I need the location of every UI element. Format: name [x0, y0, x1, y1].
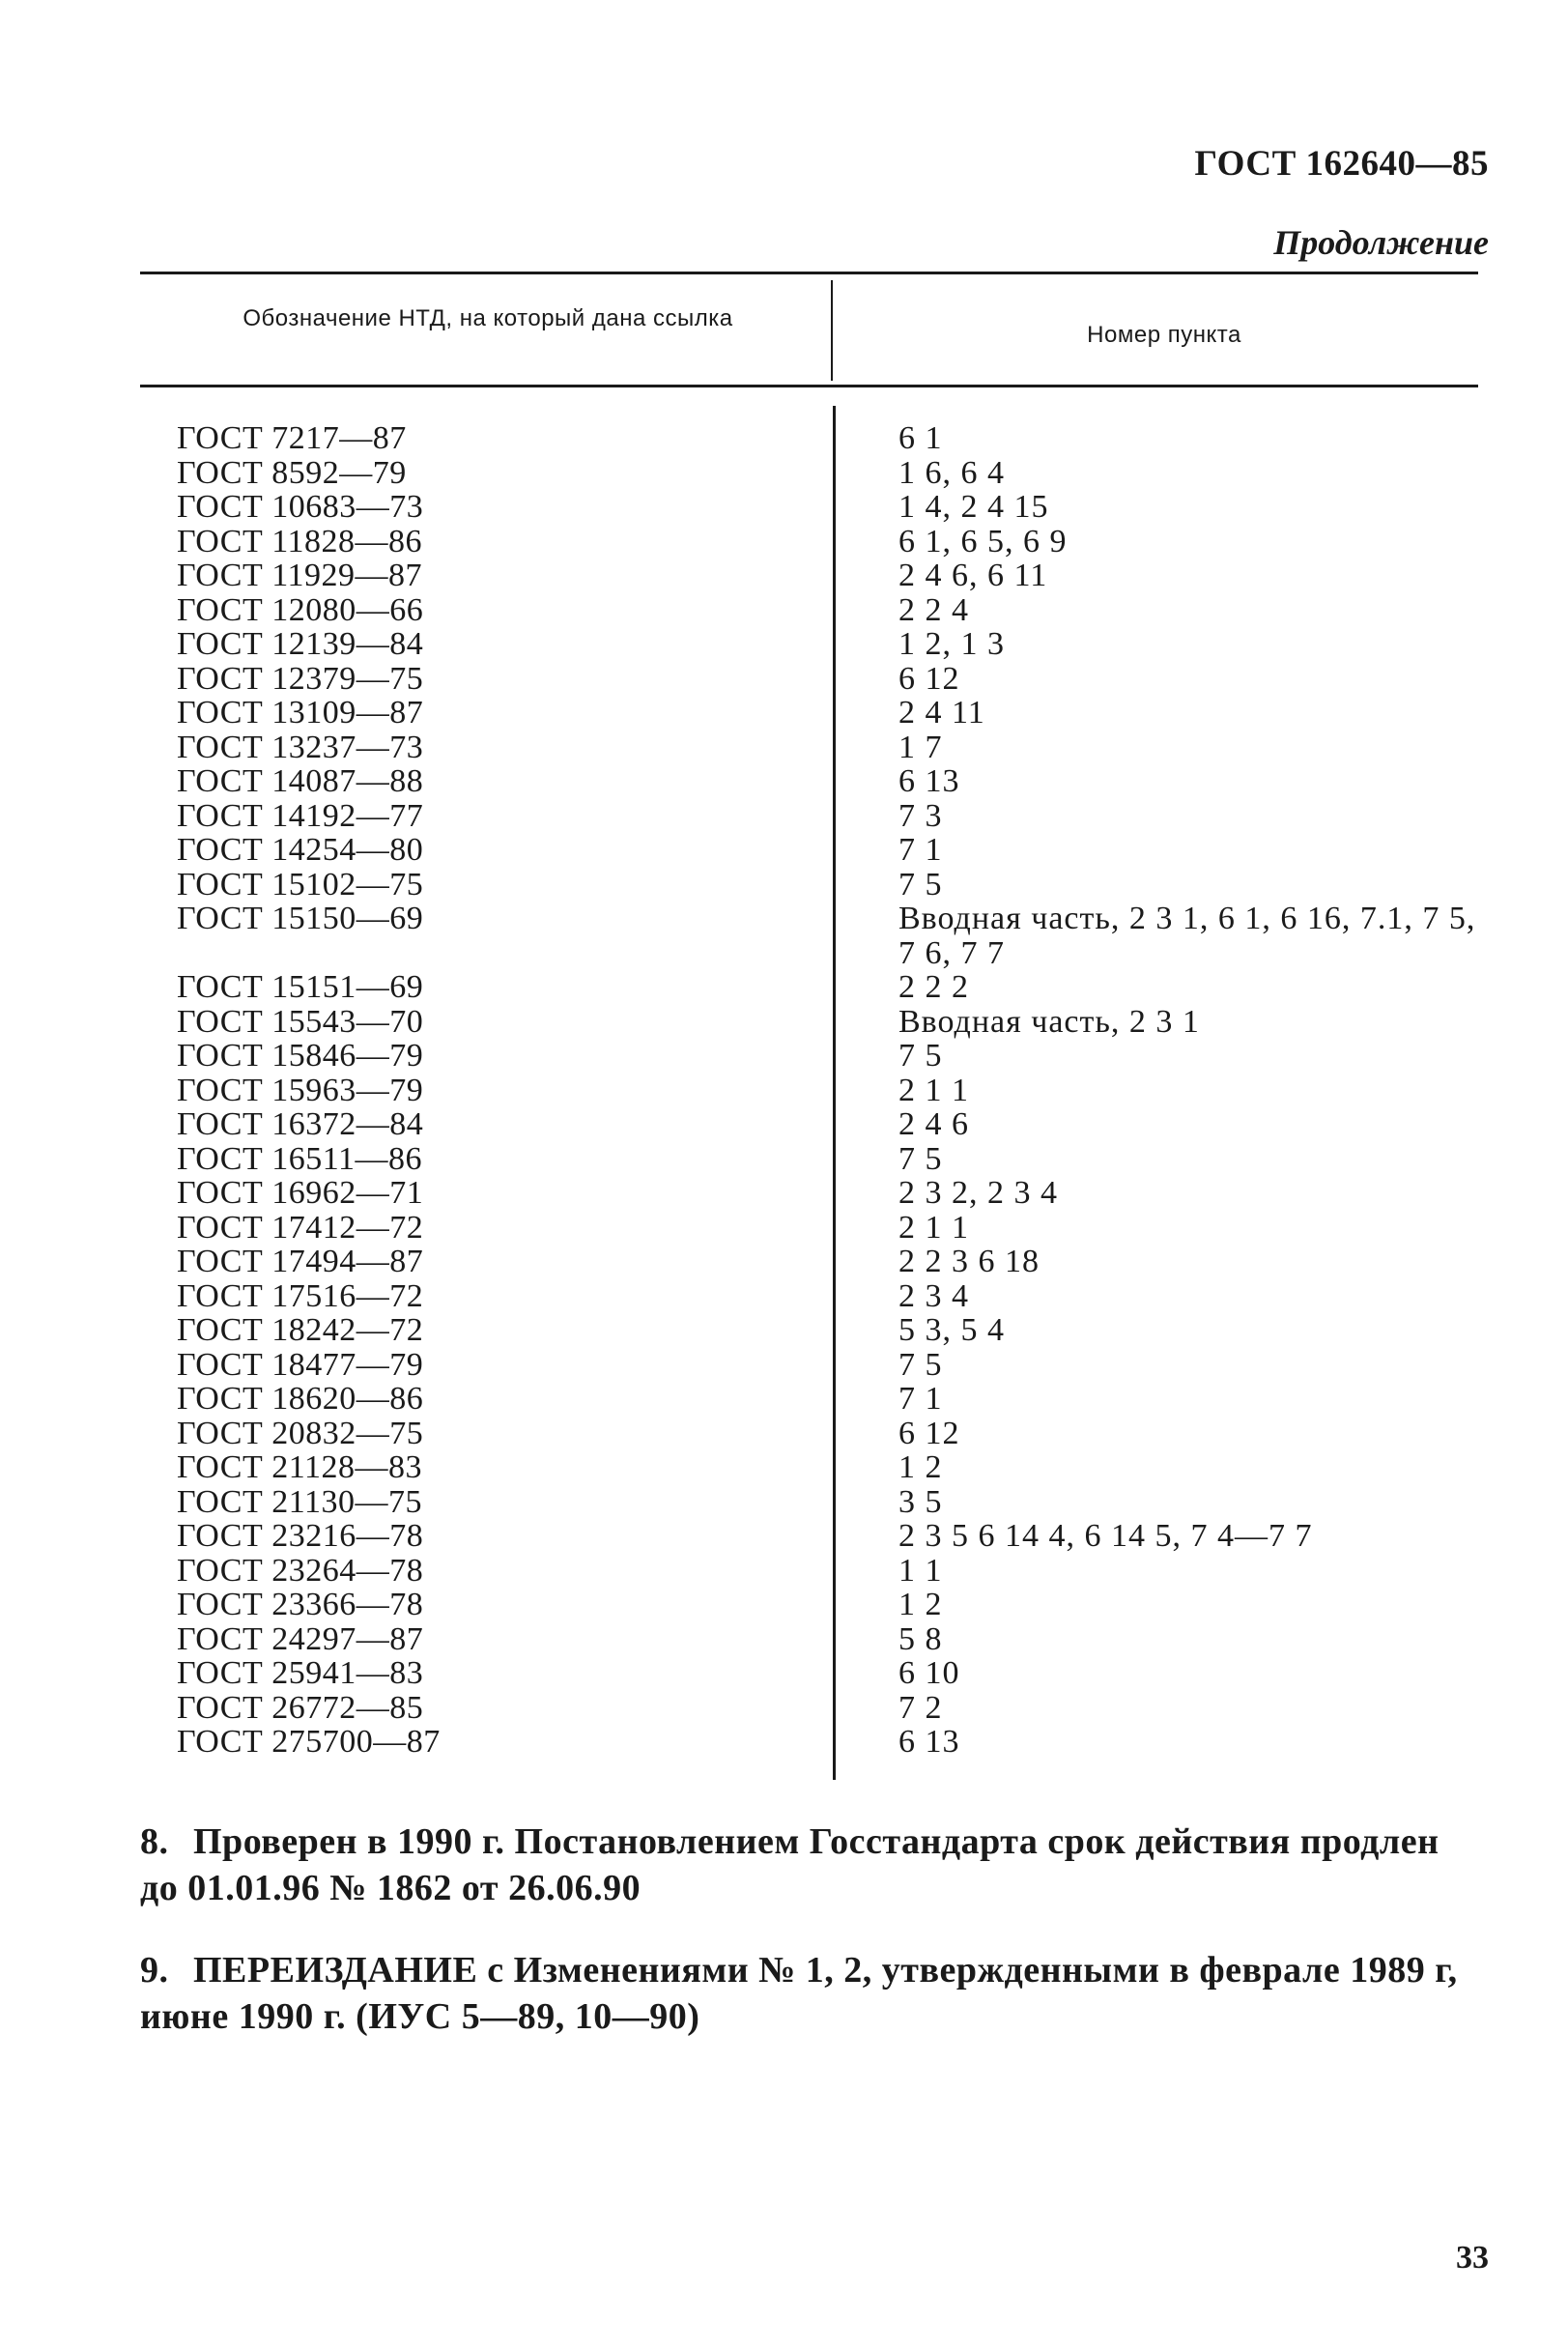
reference-cell: ГОСТ 17516—72 — [177, 1277, 424, 1314]
note-8-text: Проверен в 1990 г. Постановлением Госстандарта срок действия продлен до 01.01.96 № 1862 от 26.06.90 — [140, 1821, 1440, 1908]
reference-cell: ГОСТ 17412—72 — [177, 1209, 424, 1246]
table-row — [0, 1211, 1568, 1246]
clause-cell: 6 1 — [898, 420, 943, 456]
clause-cell: 2 2 2 — [898, 969, 969, 1005]
table-row — [0, 421, 1568, 456]
page-number: 33 — [1456, 2240, 1489, 2276]
table-row — [0, 1245, 1568, 1279]
table-row — [0, 799, 1568, 834]
clause-cell: 6 1, 6 5, 6 9 — [898, 523, 1068, 559]
clause-cell: 7 5 — [898, 1140, 943, 1177]
column-header-clause: Номер пункта — [1087, 322, 1241, 348]
clause-cell: 2 3 2, 2 3 4 — [898, 1175, 1058, 1211]
table-row — [0, 1417, 1568, 1451]
clause-cell: 1 1 — [898, 1552, 943, 1589]
clause-cell: 7 5 — [898, 866, 943, 902]
clause-cell: 2 3 5 6 14 4, 6 14 5, 7 4—7 7 — [898, 1518, 1313, 1554]
table-row — [0, 1691, 1568, 1726]
clause-cell: 2 2 3 6 18 — [898, 1244, 1040, 1279]
table-row — [0, 490, 1568, 525]
reference-cell: ГОСТ 18620—86 — [177, 1381, 424, 1417]
header-bottom-rule — [140, 385, 1478, 387]
reference-cell: ГОСТ 16962—71 — [177, 1175, 424, 1211]
table-row — [0, 1039, 1568, 1074]
clause-cell: 6 12 — [898, 1415, 960, 1451]
reference-cell: ГОСТ 8592—79 — [177, 454, 407, 491]
column-header-reference: Обозначение НТД, на который дана ссылка — [242, 305, 733, 331]
clause-cell: 2 3 4 — [898, 1277, 969, 1314]
table-row — [0, 1348, 1568, 1383]
reference-cell: ГОСТ 15963—79 — [177, 1072, 424, 1108]
table-row — [0, 456, 1568, 491]
reference-cell: ГОСТ 14254—80 — [177, 832, 424, 868]
table-row — [0, 902, 1568, 970]
reference-cell: ГОСТ 23216—78 — [177, 1518, 424, 1554]
table-row — [0, 764, 1568, 799]
clause-cell: 1 2 — [898, 1449, 943, 1485]
table-row — [0, 730, 1568, 765]
clause-cell: 7 5 — [898, 1346, 943, 1383]
table-row — [0, 1142, 1568, 1177]
reference-cell: ГОСТ 15151—69 — [177, 969, 424, 1005]
table-row — [0, 868, 1568, 902]
table-row — [0, 1279, 1568, 1314]
table-top-rule — [140, 272, 1478, 274]
reference-cell: ГОСТ 12379—75 — [177, 660, 424, 697]
clause-cell: 7 3 — [898, 797, 943, 834]
clause-cell: 2 2 4 — [898, 591, 969, 628]
clause-cell: Вводная часть, 2 3 1, 6 1, 6 16, 7.1, 7 5, 7 6, 7 7 — [898, 901, 1476, 971]
header-column-divider — [831, 280, 833, 381]
clause-cell: 3 5 — [898, 1483, 943, 1520]
reference-cell: ГОСТ 26772—85 — [177, 1689, 424, 1726]
note-9-number: 9. — [140, 1950, 169, 1991]
reference-cell: ГОСТ 12139—84 — [177, 626, 424, 662]
clause-cell: 5 8 — [898, 1620, 943, 1657]
table-row — [0, 833, 1568, 868]
table-row — [0, 559, 1568, 593]
table-row — [0, 1485, 1568, 1520]
clause-cell: 2 4 6 — [898, 1106, 969, 1142]
reference-cell: ГОСТ 275700—87 — [177, 1724, 441, 1760]
reference-cell: ГОСТ 12080—66 — [177, 591, 424, 628]
clause-cell: 2 4 6, 6 11 — [898, 558, 1048, 593]
note-9-text: ПЕРЕИЗДАНИЕ с Изменениями № 1, 2, утвержденными в феврале 1989 г, июне 1990 г. (ИУС 5—89, 10—90) — [140, 1950, 1458, 2037]
clause-cell: 6 13 — [898, 1724, 960, 1760]
table-row — [0, 1656, 1568, 1691]
reference-cell: ГОСТ 25941—83 — [177, 1655, 424, 1691]
table-row — [0, 1554, 1568, 1589]
clause-cell: 6 13 — [898, 763, 960, 799]
clause-cell: 1 2 — [898, 1587, 943, 1622]
reference-cell: ГОСТ 14087—88 — [177, 763, 424, 799]
reference-cell: ГОСТ 15543—70 — [177, 1003, 424, 1040]
clause-cell: 2 1 1 — [898, 1209, 969, 1246]
reference-cell: ГОСТ 16511—86 — [177, 1140, 422, 1177]
clause-cell: 1 6, 6 4 — [898, 454, 1005, 491]
reference-cell: ГОСТ 15846—79 — [177, 1038, 424, 1074]
table-row — [0, 1519, 1568, 1554]
table-row — [0, 1005, 1568, 1040]
clause-cell: 7 2 — [898, 1689, 943, 1726]
reference-cell: ГОСТ 13237—73 — [177, 729, 424, 765]
clause-cell: Вводная часть, 2 3 1 — [898, 1003, 1200, 1040]
table-row — [0, 970, 1568, 1005]
reference-cell: ГОСТ 23264—78 — [177, 1552, 424, 1589]
table-row — [0, 1313, 1568, 1348]
reference-cell: ГОСТ 17494—87 — [177, 1244, 424, 1279]
clause-cell: 2 1 1 — [898, 1072, 969, 1108]
clause-cell: 5 3, 5 4 — [898, 1312, 1005, 1348]
reference-cell: ГОСТ 18477—79 — [177, 1346, 424, 1383]
reference-cell: ГОСТ 24297—87 — [177, 1620, 424, 1657]
clause-cell: 6 12 — [898, 660, 960, 697]
table-row — [0, 1176, 1568, 1211]
reference-table-body — [0, 421, 1568, 1760]
reference-cell: ГОСТ 18242—72 — [177, 1312, 424, 1348]
table-row — [0, 627, 1568, 662]
reference-cell: ГОСТ 10683—73 — [177, 489, 424, 525]
reference-cell: ГОСТ 20832—75 — [177, 1415, 424, 1451]
table-row — [0, 1074, 1568, 1108]
table-row — [0, 593, 1568, 628]
table-row — [0, 1622, 1568, 1657]
table-row — [0, 1107, 1568, 1142]
clause-cell: 1 2, 1 3 — [898, 626, 1005, 662]
note-8 — [140, 1819, 1483, 1911]
clause-cell: 6 10 — [898, 1655, 960, 1691]
reference-cell: ГОСТ 14192—77 — [177, 797, 424, 834]
clause-cell: 1 4, 2 4 15 — [898, 489, 1049, 525]
note-8-number: 8. — [140, 1821, 169, 1862]
reference-cell: ГОСТ 15150—69 — [177, 901, 424, 936]
table-row — [0, 1588, 1568, 1622]
reference-cell: ГОСТ 13109—87 — [177, 695, 424, 730]
continuation-label: Продолжение — [1273, 223, 1489, 262]
reference-cell: ГОСТ 21128—83 — [177, 1449, 422, 1485]
table-row — [0, 662, 1568, 697]
reference-cell: ГОСТ 11828—86 — [177, 523, 422, 559]
clause-cell: 1 7 — [898, 729, 943, 765]
reference-cell: ГОСТ 7217—87 — [177, 420, 407, 456]
clause-cell: 2 4 11 — [898, 695, 985, 730]
reference-cell: ГОСТ 16372—84 — [177, 1106, 424, 1142]
reference-cell: ГОСТ 23366—78 — [177, 1587, 424, 1622]
clause-cell: 7 1 — [898, 1381, 943, 1417]
table-row — [0, 1382, 1568, 1417]
document-designation: ГОСТ 162640—85 — [1194, 144, 1489, 184]
table-row — [0, 525, 1568, 559]
reference-cell: ГОСТ 11929—87 — [177, 558, 422, 593]
note-9 — [140, 1947, 1483, 2040]
clause-cell: 7 5 — [898, 1038, 943, 1074]
reference-cell: ГОСТ 21130—75 — [177, 1483, 422, 1520]
table-row — [0, 696, 1568, 730]
reference-cell: ГОСТ 15102—75 — [177, 866, 424, 902]
table-row — [0, 1450, 1568, 1485]
clause-cell: 7 1 — [898, 832, 943, 868]
table-row — [0, 1725, 1568, 1760]
